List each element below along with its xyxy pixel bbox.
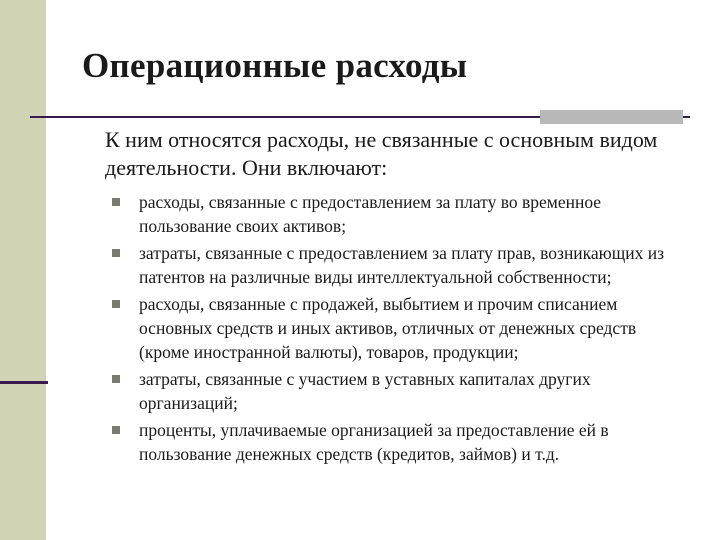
sidebar-decoration	[0, 0, 46, 540]
bullet-square-icon	[112, 375, 120, 383]
list-item-text: расходы, связанные с продажей, выбытием и прочим списанием основных средств и иных активов, отличных от денежных средств (кроме иностранной валюты), товаров, продукции;	[139, 294, 637, 362]
list-item-text: проценты, уплачиваемые организацией за предоставление ей в пользование денежных средств (кредитов, займов) и т.д.	[139, 420, 609, 464]
slide-title: Операционные расходы	[82, 46, 468, 85]
bullet-square-icon	[112, 198, 120, 206]
list-item-text: расходы, связанные с предоставлением за плату во временное пользование своих активов;	[139, 192, 602, 236]
list-item	[112, 367, 682, 415]
list-item-text: затраты, связанные с участием в уставных капиталах других организаций;	[139, 369, 591, 413]
intro-text: К ним относятся расходы, не связанные с основным видом деятельности. Они включают:	[105, 127, 658, 180]
list-item	[112, 418, 682, 466]
bullet-list	[112, 190, 682, 469]
list-item	[112, 190, 682, 238]
list-item	[112, 241, 682, 289]
sidebar-accent-line	[0, 381, 48, 384]
bullet-square-icon	[112, 249, 120, 257]
bullet-square-icon	[112, 426, 120, 434]
bullet-square-icon	[112, 300, 120, 308]
title-accent-block	[540, 110, 683, 124]
list-item-text: затраты, связанные с предоставлением за плату прав, возникающих из патентов на различные виды интеллектуальной собственности;	[139, 243, 664, 287]
list-item	[112, 292, 682, 364]
